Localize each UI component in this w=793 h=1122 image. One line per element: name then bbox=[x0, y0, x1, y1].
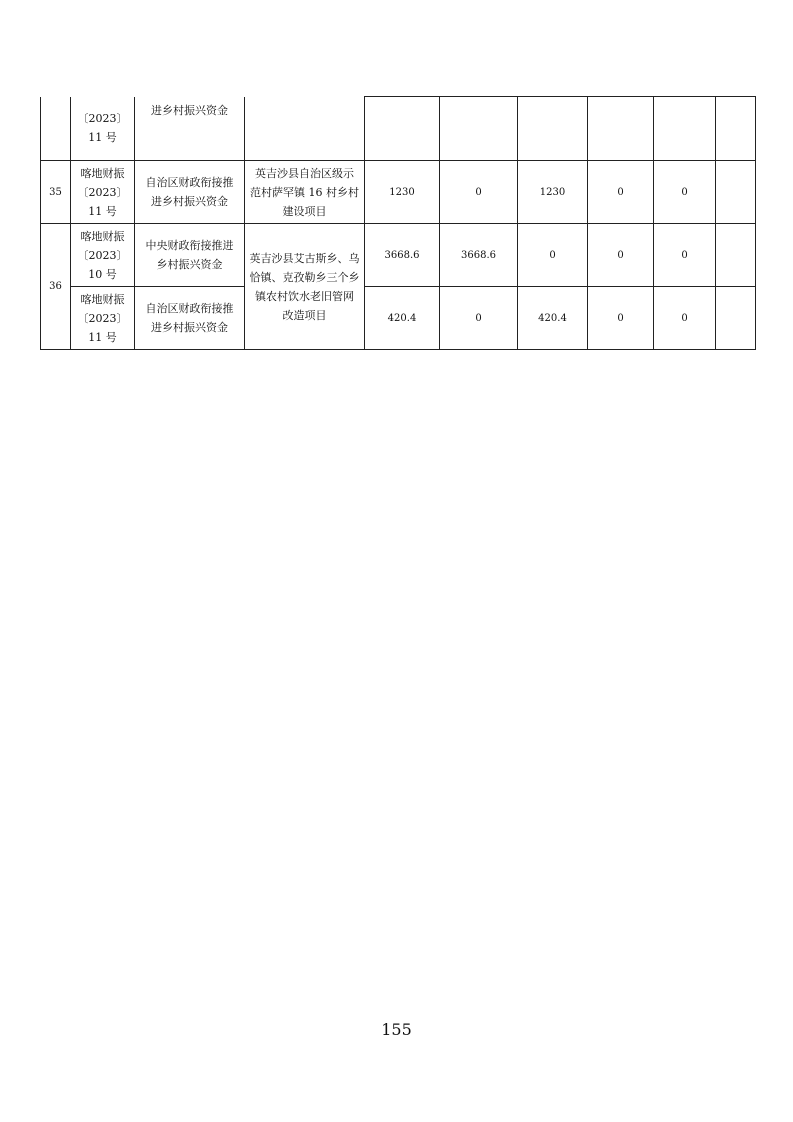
value-cell bbox=[588, 97, 654, 161]
value-cell bbox=[716, 224, 756, 287]
value-cell bbox=[365, 97, 440, 161]
row-number-cell bbox=[41, 97, 71, 161]
row-number-cell: 35 bbox=[41, 161, 71, 224]
value-cell: 0 bbox=[654, 287, 716, 350]
value-cell: 0 bbox=[654, 224, 716, 287]
project-name-cell: 英吉沙县自治区级示 范村萨罕镇 16 村乡村 建设项目 bbox=[245, 161, 365, 224]
value-cell: 0 bbox=[440, 287, 518, 350]
fund-source-cell: 自治区财政衔接推 进乡村振兴资金 bbox=[135, 287, 245, 350]
table-row bbox=[41, 287, 756, 350]
fund-source-cell: 自治区财政衔接推 进乡村振兴资金 bbox=[135, 161, 245, 224]
value-cell bbox=[440, 97, 518, 161]
value-cell: 0 bbox=[440, 161, 518, 224]
funding-table bbox=[40, 96, 756, 350]
table-row bbox=[41, 224, 756, 287]
value-cell: 1230 bbox=[365, 161, 440, 224]
value-cell: 1230 bbox=[518, 161, 588, 224]
table-row bbox=[41, 161, 756, 224]
fund-source-cell: 进乡村振兴资金 bbox=[135, 97, 245, 161]
value-cell: 420.4 bbox=[365, 287, 440, 350]
value-cell bbox=[716, 287, 756, 350]
value-cell bbox=[716, 97, 756, 161]
project-name-cell: 英吉沙县艾古斯乡、乌 恰镇、克孜勒乡三个乡 镇农村饮水老旧管网 改造项目 bbox=[245, 224, 365, 350]
document-number-cell: 喀地财振 〔2023〕 11 号 bbox=[71, 161, 135, 224]
value-cell bbox=[654, 97, 716, 161]
value-cell: 0 bbox=[588, 161, 654, 224]
document-number-cell: 喀地财振 〔2023〕 11 号 bbox=[71, 287, 135, 350]
document-number-cell: 喀地财振 〔2023〕 10 号 bbox=[71, 224, 135, 287]
page-number: 155 bbox=[381, 1020, 412, 1039]
row-number-cell: 36 bbox=[41, 224, 71, 350]
value-cell: 3668.6 bbox=[440, 224, 518, 287]
value-cell: 0 bbox=[654, 161, 716, 224]
project-name-cell bbox=[245, 97, 365, 161]
document-number-cell: 〔2023〕 11 号 bbox=[71, 97, 135, 161]
table-row bbox=[41, 97, 756, 161]
value-cell: 0 bbox=[588, 287, 654, 350]
value-cell: 0 bbox=[518, 224, 588, 287]
value-cell: 0 bbox=[588, 224, 654, 287]
value-cell bbox=[716, 161, 756, 224]
value-cell bbox=[518, 97, 588, 161]
value-cell: 420.4 bbox=[518, 287, 588, 350]
value-cell: 3668.6 bbox=[365, 224, 440, 287]
fund-source-cell: 中央财政衔接推进 乡村振兴资金 bbox=[135, 224, 245, 287]
